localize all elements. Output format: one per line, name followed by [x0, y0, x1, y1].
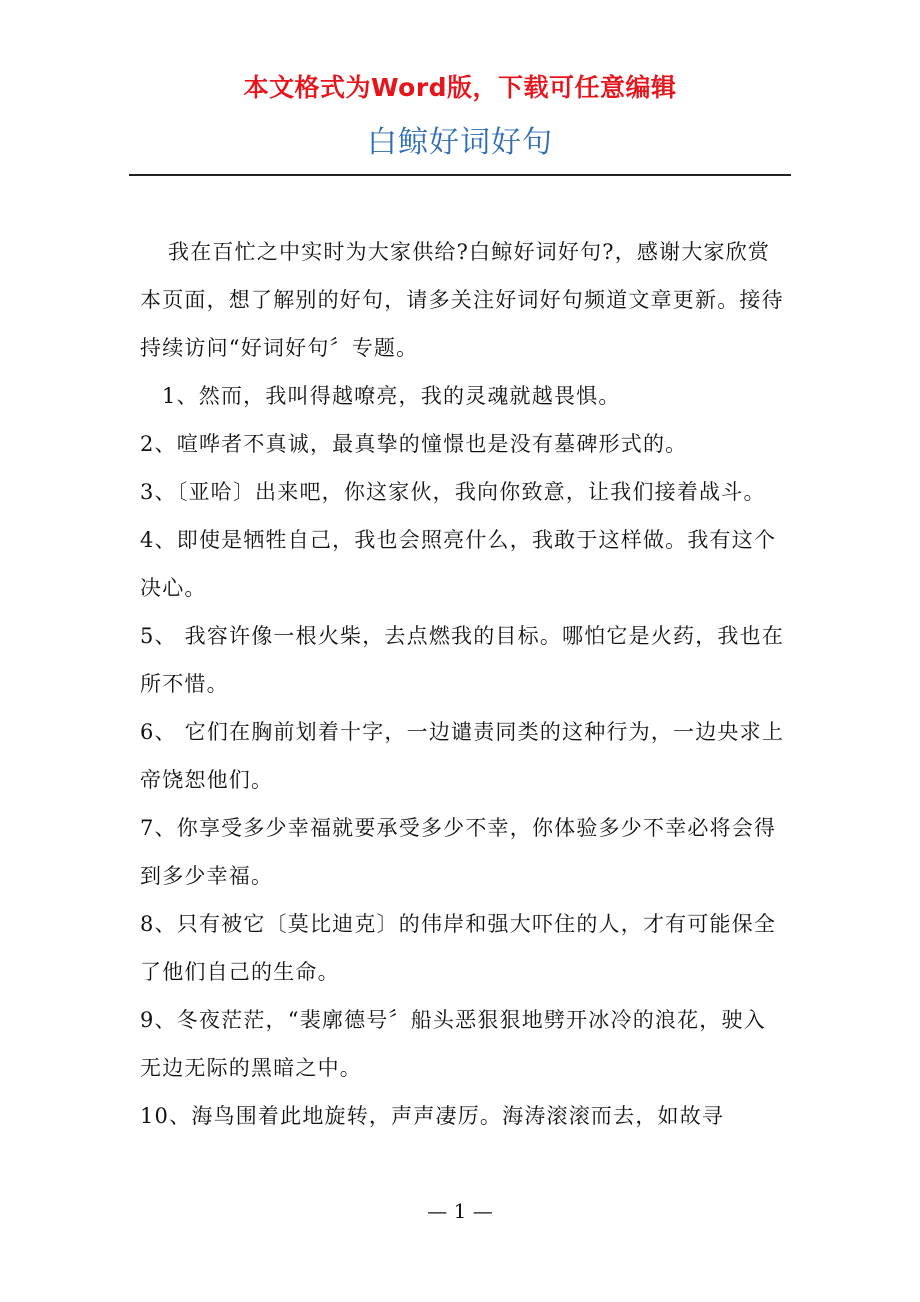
- document-body: [140, 228, 785, 1140]
- quote-item-10: 10、海鸟围着此地旋转，声声凄厉。海涛滚滚而去，如故寻: [140, 1104, 725, 1128]
- quote-item-9: 9、冬夜茫茫，“裴廓德号〞船头恶狠狠地劈开冰冷的浪花，驶入无边无际的黑暗之中。: [140, 1008, 766, 1080]
- quote-item-5: 5、 我容许像一根火柴，去点燃我的目标。哪怕它是火药，我也在所不惜。: [140, 624, 785, 696]
- quote-item-8: 8、只有被它〔莫比迪克〕的伟岸和强大吓住的人，才有可能保全了他们自己的生命。: [140, 912, 777, 984]
- intro-paragraph: 我在百忙之中实时为大家供给?白鲸好词好句?，感谢大家欣赏本页面，想了解别的好句，请多关注好词好句频道文章更新。接待持续访问“好词好句〞专题。: [140, 240, 784, 360]
- page-number: — 1 —: [427, 1199, 493, 1223]
- quote-item-7: 7、你享受多少幸福就要承受多少不幸，你体验多少不幸必将会得到多少幸福。: [140, 816, 777, 888]
- quote-item-4: 4、即使是牺牲自己，我也会照亮什么，我敢于这样做。我有这个决心。: [140, 528, 777, 600]
- quote-item-3: 3、〔亚哈〕出来吧，你这家伙，我向你致意，让我们接着战斗。: [140, 480, 766, 504]
- title-divider: [129, 174, 791, 176]
- quote-item-6: 6、 它们在胸前划着十字，一边谴责同类的这种行为，一边央求上帝饶恕他们。: [140, 720, 785, 792]
- document-title: 白鲸好词好句: [367, 125, 553, 160]
- download-banner: 本文格式为Word版，下载可任意编辑: [243, 73, 677, 102]
- quote-item-2: 2、喧哗者不真诚，最真挚的憧憬也是没有墓碑形式的。: [140, 432, 688, 456]
- quote-item-1: 1、然而，我叫得越嘹亮，我的灵魂就越畏惧。: [162, 384, 621, 408]
